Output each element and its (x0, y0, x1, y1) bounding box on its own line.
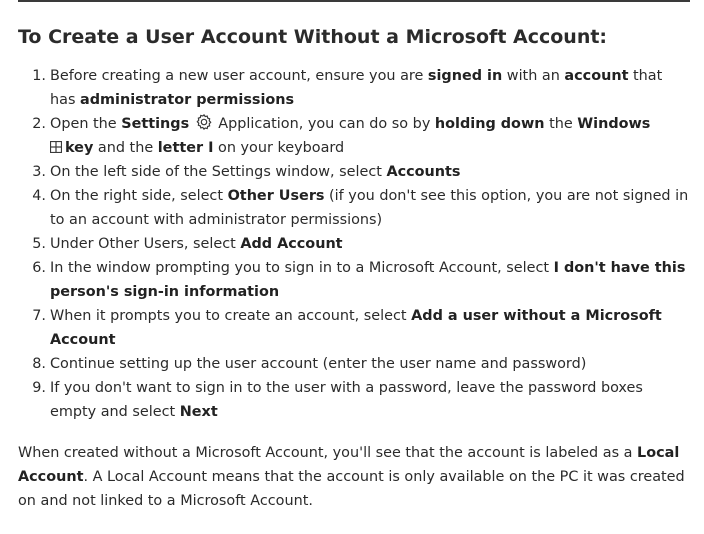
step-text: On the left side of the Settings window, select (50, 164, 387, 180)
step-emphasis: holding down (434, 116, 545, 132)
step-8 (18, 352, 690, 376)
step-number: 6. (32, 260, 46, 276)
step-emphasis: Other Users (227, 188, 325, 204)
step-emphasis: Add a user without a Microsoft Account (50, 308, 662, 348)
step-emphasis: Windows (577, 116, 651, 132)
step-number: 9. (32, 380, 46, 396)
step-text: with an (502, 68, 565, 84)
step-text: that has (50, 68, 663, 108)
step-6 (18, 256, 690, 304)
step-text: Before creating a new user account, ensure you are (50, 68, 428, 84)
step-emphasis: administrator permissions (80, 92, 295, 108)
step-2 (18, 112, 690, 160)
step-emphasis: Accounts (386, 164, 461, 180)
step-number: 4. (32, 188, 46, 204)
step-emphasis: account (564, 68, 629, 84)
step-text: the (544, 116, 578, 132)
top-divider (18, 0, 690, 2)
step-number: 1. (32, 68, 46, 84)
step-number: 7. (32, 308, 46, 324)
step-3 (18, 160, 690, 184)
step-text: Continue setting up the user account (enter the user name and password) (50, 356, 587, 372)
step-emphasis: key (65, 140, 94, 156)
paragraph-text: . A Local Account means that the account is only available on the PC it was created on and not linked to a Microsoft Account. (18, 469, 685, 509)
step-text: On the right side, select (50, 188, 228, 204)
step-emphasis: Add Account (240, 236, 343, 252)
local-account-paragraph (18, 441, 690, 513)
step-4 (18, 184, 690, 232)
step-text: Open the (50, 116, 122, 132)
step-emphasis: Next (179, 404, 218, 420)
step-text: In the window prompting you to sign in to a Microsoft Account, select (50, 260, 554, 276)
step-number: 8. (32, 356, 46, 372)
step-7 (18, 304, 690, 352)
windows-logo-icon (50, 141, 62, 153)
step-5 (18, 232, 690, 256)
step-text: Under Other Users, select (50, 236, 241, 252)
step-emphasis: Settings (121, 116, 190, 132)
step-emphasis: I don't have this person's sign-in information (50, 260, 686, 300)
paragraph-text: When created without a Microsoft Account, you'll see that the account is labeled as a (18, 445, 638, 461)
step-emphasis: letter I (157, 140, 214, 156)
step-text: (if you don't see this option, you are not signed in to an account with administrator permissions) (50, 188, 689, 228)
page-title: To Create a User Account Without a Microsoft Account: (18, 26, 608, 48)
steps-list (18, 64, 690, 424)
step-9 (18, 376, 690, 424)
paragraph-emphasis: Local Account (18, 445, 680, 485)
step-number: 2. (32, 116, 46, 132)
step-1 (18, 64, 690, 112)
step-text: If you don't want to sign in to the user with a password, leave the password boxes empty and select (50, 380, 643, 420)
step-emphasis: signed in (427, 68, 503, 84)
step-text: Application, you can do so by (213, 116, 435, 132)
step-number: 5. (32, 236, 46, 252)
gear-icon (195, 113, 213, 131)
step-text: on your keyboard (213, 140, 345, 156)
step-text: and the (93, 140, 158, 156)
step-number: 3. (32, 164, 46, 180)
step-text: When it prompts you to create an account, select (50, 308, 412, 324)
